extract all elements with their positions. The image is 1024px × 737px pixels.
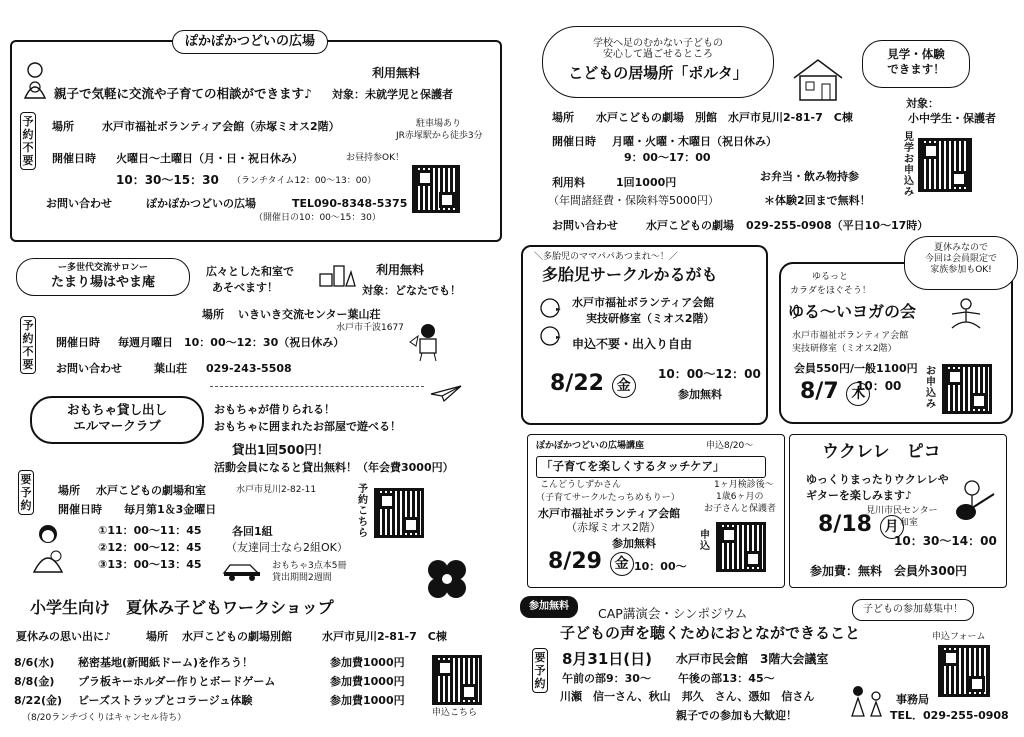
symposium-kids-bubble — [852, 599, 974, 621]
symposium-title: 子どもの声を聴くためにおとなができること — [560, 624, 861, 642]
karugamo-date — [550, 372, 636, 398]
karugamo-free: 参加無料 — [678, 388, 722, 401]
hiroba-tel: TEL090-8348-5375 — [292, 197, 408, 210]
yoga-day: 木 — [846, 382, 870, 406]
karugamo-apply: 申込不要・出入り自由 — [572, 337, 693, 351]
blocks-icon — [318, 258, 356, 288]
ukulele-date-value: 8/18 — [818, 512, 872, 537]
karugamo-place-2: 実技研修室（ミオス2階） — [586, 312, 715, 325]
workshop-lead: 夏休みの思い出に♪ — [16, 630, 112, 643]
toy-rule-1: おもちゃ3点本5冊 — [272, 561, 347, 571]
hiroba-target: 対象：未就学児と保護者 — [332, 88, 453, 101]
hiroba-contact: ぽかぽかつどいの広場 — [146, 197, 256, 210]
tamari-subtitle: ー多世代交流サロンー — [57, 263, 148, 273]
hiroba-time: 10：30～15：30 — [116, 173, 219, 187]
ukulele-title: ウクレレ ピコ — [822, 442, 941, 462]
hiroba-free: 利用無料 — [372, 66, 421, 80]
touchcare-deadline: 申込8/20～ — [706, 441, 754, 451]
porta-bubble-line-2: 安心して過ごせるところ — [603, 49, 713, 60]
symposium-am: 午前の部9：30～ — [562, 672, 651, 685]
workshop-place: 水戸こどもの劇場別館 — [182, 630, 292, 643]
toy-membership: 活動会員になると貸出無料！（年会費3000円） — [214, 461, 454, 474]
toy-place-label: 場所 — [58, 484, 80, 497]
porta-bring: お弁当・飲み物持参 — [760, 170, 859, 183]
touchcare-place-1: 水戸市福祉ボランティア会館 — [538, 507, 681, 520]
toy-slot-2: ②12：00～12：45 — [98, 541, 202, 554]
ukulele-player-icon — [944, 478, 998, 528]
toy-hours: 毎月第1＆3金曜日 — [124, 503, 217, 516]
yoga-place-1: 水戸市福祉ボランティア会館 — [792, 331, 909, 341]
workshop-item-1-name: 秘密基地(新聞紙ドーム)を作ろう！ — [78, 656, 254, 669]
porta-fee: 1回1000円 — [616, 176, 677, 189]
yoga-pose-icon — [946, 296, 986, 332]
touchcare-lecturer: こんどうしずかさん — [540, 480, 622, 490]
tamari-badge — [16, 258, 190, 296]
tamari-address: 水戸市千波1677 — [336, 323, 404, 333]
clover-icon — [420, 556, 474, 604]
hiroba-reservation-tag: 予約不要 — [20, 112, 36, 170]
toy-rule-2: 貸出期間2週間 — [272, 573, 332, 583]
ukulele-time: 10：30～14：00 — [894, 534, 997, 548]
touchcare-title-box — [536, 456, 766, 478]
touchcare-day: 金 — [610, 552, 634, 576]
touchcare-qr-label: 申込 — [700, 530, 710, 552]
yoga-date-value: 8/7 — [800, 379, 839, 404]
toy-car-icon — [222, 559, 262, 581]
porta-place-label: 場所 — [552, 111, 574, 124]
boy-illustration — [408, 322, 444, 362]
yoga-note-1: 夏休みなので — [933, 243, 988, 253]
workshop-item-2-fee: 参加費1000円 — [330, 675, 405, 688]
hiroba-hours: 火曜日～土曜日（月・日・祝日休み） — [116, 152, 303, 165]
toy-group-note: （友達同士なら2組OK） — [226, 541, 348, 554]
karugamo-time: 10：00～12：00 — [658, 367, 761, 381]
porta-hours: 月曜・火曜・木曜日（祝日休み） — [612, 135, 777, 148]
porta-qr-code[interactable] — [918, 138, 972, 192]
touchcare-date — [548, 550, 634, 576]
karugamo-subtitle: ＼多胎児のママパパあつまれ～！／ — [534, 252, 678, 262]
porta-fee-note: （年間諸経費・保険料等5000円） — [548, 194, 719, 207]
yoga-note-bubble — [904, 236, 1018, 290]
symposium-free-badge-text: 参加無料 — [529, 601, 569, 612]
ukulele-place-1: 見川市民センター — [866, 506, 938, 516]
tamari-catch-2: あそべます！ — [212, 281, 278, 294]
workshop-item-3-fee: 参加費1000円 — [330, 694, 405, 707]
yoga-place-2: 実技研修室（ミオス2階） — [792, 344, 897, 354]
tamari-catch-1: 広々とした和室で — [206, 265, 294, 278]
touchcare-qr-code[interactable] — [716, 522, 766, 572]
toy-reservation-tag: 要予約 — [18, 470, 34, 515]
yoga-catch-2: カラダをほぐそう！ — [790, 286, 871, 296]
tamari-contact-label: お問い合わせ — [56, 362, 122, 375]
tamari-place: いきいき交流センター葉山荘 — [238, 308, 381, 321]
workshop-address: 水戸市見川2-81-7 C棟 — [322, 630, 447, 643]
hiroba-lunch-time: （ランチタイム12：00～13：00） — [232, 176, 377, 186]
symposium-office: 事務局 — [896, 693, 929, 706]
yoga-note-3: 家族参加もOK! — [930, 265, 992, 275]
toy-slot-1: ①11：00～11：45 — [98, 524, 202, 537]
chick-icon — [534, 296, 566, 352]
symposium-free-badge — [520, 596, 578, 618]
toy-group: 各回1組 — [232, 525, 273, 538]
hiroba-station: JR赤塚駅から徒歩3分 — [396, 131, 483, 141]
toy-fee: 貸出1回500円！ — [232, 442, 330, 457]
tamari-tel: 029-243-5508 — [206, 362, 292, 375]
yoga-fee: 会員550円/一般1100円 — [794, 362, 918, 375]
porta-tel: 029-255-0908（平日10～17時） — [746, 219, 929, 232]
karugamo-title: 多胎児サークルかるがも — [542, 265, 718, 284]
tamari-title: たまり場はやま庵 — [50, 275, 155, 290]
hiroba-qr-code[interactable] — [412, 165, 460, 213]
workshop-place-label: 場所 — [146, 630, 168, 643]
karugamo-day: 金 — [612, 374, 636, 398]
symposium-reservation-tag: 要予約 — [532, 648, 548, 693]
toy-qr-code[interactable] — [374, 488, 424, 538]
porta-visit-1: 見学・体験 — [887, 47, 945, 61]
symposium-place: 水戸市民会館 3階大会議室 — [676, 652, 829, 666]
toy-qr-label: 予約こちら — [358, 484, 368, 539]
child-illustration — [20, 60, 50, 100]
hiroba-parking: 駐車場あり — [416, 119, 462, 129]
touchcare-date-value: 8/29 — [548, 549, 602, 574]
toy-hours-label: 開催日時 — [58, 503, 102, 516]
hiroba-place: 水戸市福祉ボランティア会館（赤塚ミオス2階） — [102, 120, 340, 133]
porta-qr-label: 見学お申込み — [904, 132, 914, 198]
touchcare-age-2: 1歳6ヶ月の — [716, 492, 764, 502]
porta-target: 小中学生・保護者 — [908, 112, 996, 125]
porta-bubble — [542, 26, 774, 98]
porta-place: 水戸こどもの劇場 別館 水戸市見川2-81-7 C棟 — [596, 111, 853, 124]
hiroba-tel-hours: （開催日の10：00～15：30） — [254, 213, 381, 223]
yoga-time: 10：00 — [856, 379, 902, 393]
toy-catch-1: おもちゃが借りられる！ — [214, 403, 335, 416]
yoga-note-2: 今回は会員限定で — [924, 254, 997, 264]
symposium-kids: 子どもの参加募集中！ — [863, 604, 963, 615]
tamari-free: 利用無料 — [376, 263, 425, 277]
workshop-title: 小学生向け 夏休み子どもワークショップ — [30, 598, 334, 617]
hiroba-bring-lunch: お昼持参OK！ — [346, 153, 404, 163]
symposium-qr-code[interactable] — [938, 645, 990, 697]
workshop-item-2-name: プラ板キーホルダー作りとボードゲーム — [78, 675, 276, 688]
symposium-tel: TEL．029-255-0908 — [890, 709, 1009, 722]
porta-target-label: 対象： — [906, 97, 939, 110]
yoga-title: ゆる～いヨガの会 — [788, 302, 917, 321]
workshop-item-3-name: ビーズストラップとコラージュ体験 — [78, 694, 253, 707]
workshop-item-1-fee: 参加費1000円 — [330, 656, 405, 669]
tamari-contact: 葉山荘 — [154, 362, 187, 375]
toy-title-2: エルマークラブ — [73, 418, 161, 433]
touchcare-subtitle: ぽかぽかつどいの広場講座 — [536, 441, 645, 451]
yoga-qr-label: お申込み — [926, 366, 936, 410]
workshop-item-3-date: 8/22(金) — [14, 694, 63, 707]
hiroba-place-label: 場所 — [52, 120, 74, 133]
touchcare-place-2: （赤塚ミオス2階） — [566, 521, 661, 534]
ukulele-catch-2: ギターを楽しみます♪ — [806, 489, 912, 502]
karugamo-place-1: 水戸市福祉ボランティア会館 — [572, 296, 715, 309]
yoga-catch-1: ゆるっと — [812, 272, 849, 282]
tamari-divider — [210, 386, 424, 387]
porta-fee-label: 利用料 — [552, 176, 585, 189]
tamari-target: 対象：どなたでも！ — [362, 284, 461, 297]
family-illustration — [848, 684, 888, 718]
symposium-form-label: 申込フォーム — [932, 632, 986, 642]
porta-trial: ＊体験2回まで無料！ — [764, 194, 871, 207]
touchcare-title: 「子育てを楽しくするタッチケア」 — [541, 459, 725, 473]
toy-place: 水戸こどもの劇場和室 — [96, 484, 206, 497]
paper-plane-icon — [430, 384, 462, 402]
porta-contact: 水戸こどもの劇場 — [646, 219, 734, 232]
workshop-item-2-date: 8/8(金) — [14, 675, 55, 688]
tamari-place-label: 場所 — [202, 308, 224, 321]
house-icon — [790, 56, 846, 102]
symposium-date: 8月31日(日) — [562, 650, 653, 668]
toy-badge — [30, 396, 204, 444]
toy-slot-3: ③13：00～13：45 — [98, 558, 202, 571]
ukulele-place-2: 和室 — [900, 518, 919, 528]
ukulele-fee: 参加費：無料 会員外300円 — [810, 564, 968, 578]
symposium-pm: 午後の部13：45～ — [678, 672, 775, 685]
touchcare-age-1: 1ヶ月検診後～ — [714, 480, 774, 490]
hiroba-title: ぽかぽかつどいの広場 — [172, 30, 328, 54]
workshop-qr-code[interactable] — [432, 655, 482, 705]
porta-time: 9：00～17：00 — [624, 151, 711, 164]
porta-visit-2: できます！ — [887, 62, 945, 76]
hiroba-hours-label: 開催日時 — [52, 152, 96, 165]
karugamo-date-value: 8/22 — [550, 371, 604, 396]
symposium-subtitle: CAP講演会・シンポジウム — [598, 606, 748, 621]
toy-catch-2: おもちゃに囲まれたお部屋で遊べる！ — [214, 420, 401, 433]
touchcare-age-3: お子さんと保護者 — [704, 504, 777, 514]
hiroba-lead: 親子で気軽に交流や子育ての相談ができます♪ — [54, 86, 312, 101]
tamari-hours-label: 開催日時 — [56, 336, 100, 349]
touchcare-time: 10：00～ — [634, 560, 687, 573]
symposium-speakers: 川瀬 信一さん、秋山 邦久 さん、憑如 信さん — [560, 690, 815, 703]
porta-contact-label: お問い合わせ — [552, 219, 618, 232]
ukulele-day: 月 — [880, 515, 904, 539]
porta-title: こどもの居場所「ポルタ」 — [568, 64, 748, 82]
workshop-note: （8/20ランチづくりはキャンセル待ち） — [22, 713, 187, 723]
mother-child-illustration — [26, 522, 72, 574]
hiroba-contact-label: お問い合わせ — [46, 197, 112, 210]
porta-bubble-line-1: 学校へ足のむかない子どもの — [593, 38, 723, 49]
workshop-qr-label: 申込こちら — [432, 708, 478, 718]
touchcare-lecturer-group: （子育てサークルたっちめもりー） — [536, 493, 680, 503]
tamari-reservation-tag: 予約不要 — [20, 316, 36, 374]
yoga-qr-code[interactable] — [942, 364, 992, 414]
ukulele-catch-1: ゆっくりまったりウクレレや — [806, 473, 949, 486]
porta-visit-bubble — [862, 40, 970, 88]
toy-title-1: おもちゃ貸し出し — [66, 402, 167, 417]
workshop-item-1-date: 8/6(水) — [14, 656, 55, 669]
toy-address: 水戸市見川2-82-11 — [236, 485, 317, 495]
tamari-hours: 毎週月曜日 10：00～12：30（祝日休み） — [118, 336, 345, 349]
porta-hours-label: 開催日時 — [552, 135, 596, 148]
symposium-welcome: 親子での参加も大歓迎！ — [676, 709, 797, 722]
touchcare-free: 参加無料 — [612, 537, 656, 550]
